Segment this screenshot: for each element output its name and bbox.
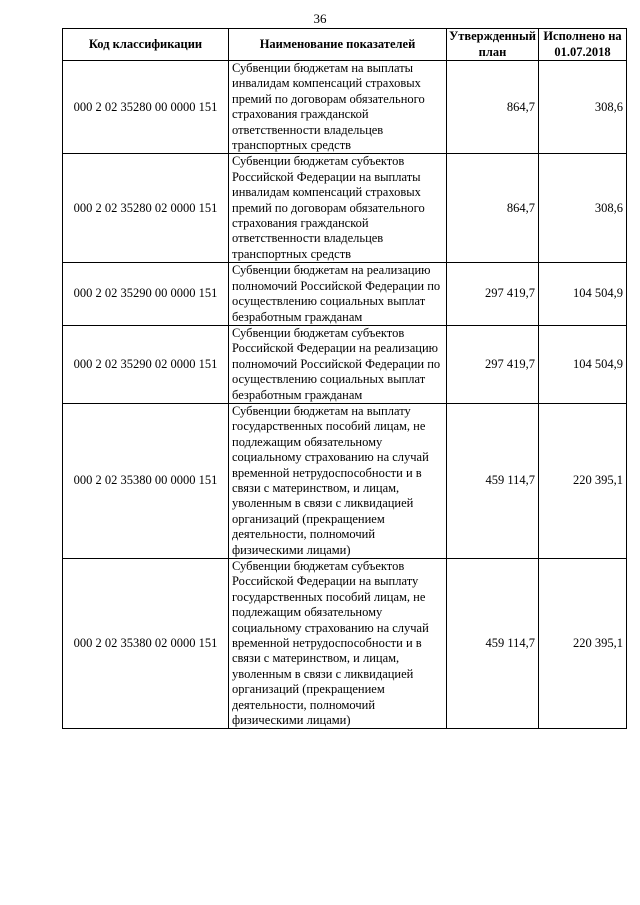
- header-done: Исполнено на 01.07.2018: [539, 29, 627, 61]
- page-number: 36: [313, 11, 327, 26]
- table-row: [63, 559, 627, 729]
- approved-plan: 297 419,7: [447, 263, 539, 326]
- table-row: [63, 263, 627, 326]
- executed-amount: 308,6: [539, 154, 627, 263]
- executed-amount: 220 395,1: [539, 559, 627, 729]
- executed-amount: 104 504,9: [539, 325, 627, 403]
- executed-amount: 220 395,1: [539, 403, 627, 558]
- table-row: [63, 154, 627, 263]
- classification-code: 000 2 02 35290 02 0000 151: [63, 325, 229, 403]
- classification-code: 000 2 02 35380 02 0000 151: [63, 559, 229, 729]
- classification-code: 000 2 02 35280 00 0000 151: [63, 61, 229, 154]
- header-code: Код классификации: [63, 29, 229, 61]
- approved-plan: 297 419,7: [447, 325, 539, 403]
- header-plan: Утвержденный план: [447, 29, 539, 61]
- table-row: [63, 403, 627, 558]
- indicator-name: Субвенции бюджетам на реализацию полномочий Российской Федерации по осуществлению социальных выплат безработным гражданам: [229, 263, 447, 326]
- indicator-name: Субвенции бюджетам субъектов Российской Федерации на выплаты инвалидам компенсаций страховых премий по договорам обязательного страхования гражданской ответственности владельцев транспортных средств: [229, 154, 447, 263]
- approved-plan: 459 114,7: [447, 559, 539, 729]
- approved-plan: 864,7: [447, 154, 539, 263]
- header-name: Наименование показателей: [229, 29, 447, 61]
- classification-code: 000 2 02 35380 00 0000 151: [63, 403, 229, 558]
- indicator-name: Субвенции бюджетам субъектов Российской Федерации на реализацию полномочий Российской Федерации по осуществлению социальных выплат безработным гражданам: [229, 325, 447, 403]
- classification-code: 000 2 02 35280 02 0000 151: [63, 154, 229, 263]
- executed-amount: 104 504,9: [539, 263, 627, 326]
- table-header-row: [63, 29, 627, 61]
- classification-code: 000 2 02 35290 00 0000 151: [63, 263, 229, 326]
- indicator-name: Субвенции бюджетам на выплату государственных пособий лицам, не подлежащим обязательному социальному страхованию на случай временной нетрудоспособности и в связи с материнством, и лицам, уволенным в связи с ликвидацией организаций (прекращением деятельности, полномочий физическими лицами): [229, 403, 447, 558]
- approved-plan: 864,7: [447, 61, 539, 154]
- indicator-name: Субвенции бюджетам на выплаты инвалидам компенсаций страховых премий по договорам обязательного страхования гражданской ответственности владельцев транспортных средств: [229, 61, 447, 154]
- indicator-name: Субвенции бюджетам субъектов Российской Федерации на выплату государственных пособий лицам, не подлежащим обязательному социальному страхованию на случай временной нетрудоспособности и в связи с материнством, и лицам, уволенным в связи с ликвидацией организаций (прекращением деятельности, полномочий физическими лицами): [229, 559, 447, 729]
- table-row: [63, 61, 627, 154]
- executed-amount: 308,6: [539, 61, 627, 154]
- table-row: [63, 325, 627, 403]
- approved-plan: 459 114,7: [447, 403, 539, 558]
- budget-table: [62, 28, 627, 729]
